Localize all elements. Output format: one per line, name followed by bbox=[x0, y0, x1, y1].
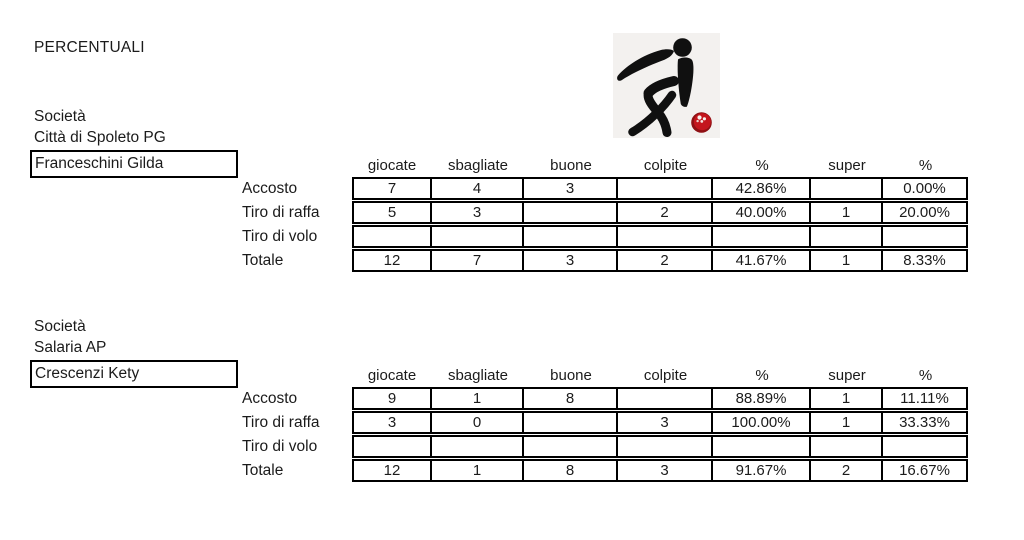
cell: 0.00% bbox=[883, 177, 968, 200]
row-label-tiro-di-volo: Tiro di volo bbox=[242, 228, 318, 245]
col-header-buone: buone bbox=[550, 367, 592, 384]
cell: 8 bbox=[524, 459, 618, 482]
cell: 9 bbox=[352, 387, 432, 410]
cell: 33.33% bbox=[883, 411, 968, 434]
col-header-super: super bbox=[828, 367, 866, 384]
player-name-box[interactable] bbox=[30, 360, 238, 388]
cell: 20.00% bbox=[883, 201, 968, 224]
table-column-headers bbox=[352, 366, 968, 385]
col-header-giocate: giocate bbox=[367, 367, 417, 384]
col-header-sbagliate: sbagliate bbox=[447, 367, 509, 384]
cell bbox=[713, 435, 811, 458]
cell bbox=[524, 411, 618, 434]
cell bbox=[524, 225, 618, 248]
cell: 88.89% bbox=[713, 387, 811, 410]
cell bbox=[618, 225, 713, 248]
row-labels bbox=[242, 177, 350, 273]
cell: 8.33% bbox=[883, 249, 968, 272]
cell bbox=[432, 435, 524, 458]
cell: 4 bbox=[432, 177, 524, 200]
cell: 41.67% bbox=[713, 249, 811, 272]
cell: 3 bbox=[618, 411, 713, 434]
col-header-percent: % bbox=[755, 157, 769, 174]
row-label-tiro-di-volo: Tiro di volo bbox=[242, 438, 318, 455]
cell: 8 bbox=[524, 387, 618, 410]
cell: 1 bbox=[811, 249, 883, 272]
table-row bbox=[352, 459, 968, 482]
table-row bbox=[352, 201, 968, 224]
cell: 12 bbox=[352, 249, 432, 272]
table-row bbox=[352, 387, 968, 410]
cell: 11.11% bbox=[883, 387, 968, 410]
cell: 0 bbox=[432, 411, 524, 434]
cell bbox=[618, 387, 713, 410]
bowler-head bbox=[673, 38, 692, 57]
cell: 3 bbox=[352, 411, 432, 434]
cell: 2 bbox=[618, 201, 713, 224]
row-label-accosto: Accosto bbox=[242, 390, 298, 407]
row-label-totale: Totale bbox=[242, 252, 284, 269]
stats-table bbox=[352, 387, 968, 483]
cell: 2 bbox=[811, 459, 883, 482]
cell bbox=[352, 225, 432, 248]
row-label-totale: Totale bbox=[242, 462, 284, 479]
cell bbox=[811, 435, 883, 458]
cell bbox=[811, 177, 883, 200]
societa-label: Società bbox=[34, 108, 86, 125]
cell: 5 bbox=[352, 201, 432, 224]
cell: 42.86% bbox=[713, 177, 811, 200]
col-header-sbagliate: sbagliate bbox=[447, 157, 509, 174]
cell: 7 bbox=[352, 177, 432, 200]
page-title: PERCENTUALI bbox=[34, 39, 145, 56]
col-header-colpite: colpite bbox=[643, 157, 688, 174]
cell bbox=[618, 177, 713, 200]
player-section-2 bbox=[0, 314, 1024, 514]
cell: 1 bbox=[811, 411, 883, 434]
society-name: Città di Spoleto PG bbox=[34, 129, 166, 146]
table-column-headers bbox=[352, 156, 968, 175]
col-header-percent: % bbox=[755, 367, 769, 384]
society-name: Salaria AP bbox=[34, 339, 107, 356]
row-label-tiro-di-raffa: Tiro di raffa bbox=[242, 204, 320, 221]
cell: 1 bbox=[432, 387, 524, 410]
cell bbox=[883, 435, 968, 458]
cell bbox=[352, 435, 432, 458]
cell: 40.00% bbox=[713, 201, 811, 224]
cell: 16.67% bbox=[883, 459, 968, 482]
table-row bbox=[352, 249, 968, 272]
row-label-accosto: Accosto bbox=[242, 180, 298, 197]
cell: 1 bbox=[432, 459, 524, 482]
cell bbox=[524, 201, 618, 224]
cell: 3 bbox=[524, 249, 618, 272]
cell: 3 bbox=[432, 201, 524, 224]
player-name: Franceschini Gilda bbox=[35, 155, 164, 172]
cell bbox=[883, 225, 968, 248]
cell: 7 bbox=[432, 249, 524, 272]
table-row bbox=[352, 411, 968, 434]
cell: 100.00% bbox=[713, 411, 811, 434]
player-name-box[interactable] bbox=[30, 150, 238, 178]
col-header-super-percent: % bbox=[918, 367, 933, 384]
societa-label: Società bbox=[34, 318, 86, 335]
row-labels bbox=[242, 387, 350, 483]
table-row bbox=[352, 177, 968, 200]
cell: 91.67% bbox=[713, 459, 811, 482]
col-header-super: super bbox=[828, 157, 866, 174]
cell: 2 bbox=[618, 249, 713, 272]
cell bbox=[432, 225, 524, 248]
col-header-colpite: colpite bbox=[643, 367, 688, 384]
cell bbox=[713, 225, 811, 248]
col-header-giocate: giocate bbox=[367, 157, 417, 174]
col-header-buone: buone bbox=[550, 157, 592, 174]
cell: 3 bbox=[618, 459, 713, 482]
player-section-1 bbox=[0, 104, 1024, 304]
player-name: Crescenzi Kety bbox=[35, 365, 140, 382]
cell bbox=[811, 225, 883, 248]
cell: 1 bbox=[811, 387, 883, 410]
cell: 1 bbox=[811, 201, 883, 224]
cell: 3 bbox=[524, 177, 618, 200]
cell bbox=[524, 435, 618, 458]
cell bbox=[618, 435, 713, 458]
col-header-super-percent: % bbox=[918, 157, 933, 174]
table-row bbox=[352, 435, 968, 458]
cell: 12 bbox=[352, 459, 432, 482]
table-row bbox=[352, 225, 968, 248]
row-label-tiro-di-raffa: Tiro di raffa bbox=[242, 414, 320, 431]
stats-table bbox=[352, 177, 968, 273]
